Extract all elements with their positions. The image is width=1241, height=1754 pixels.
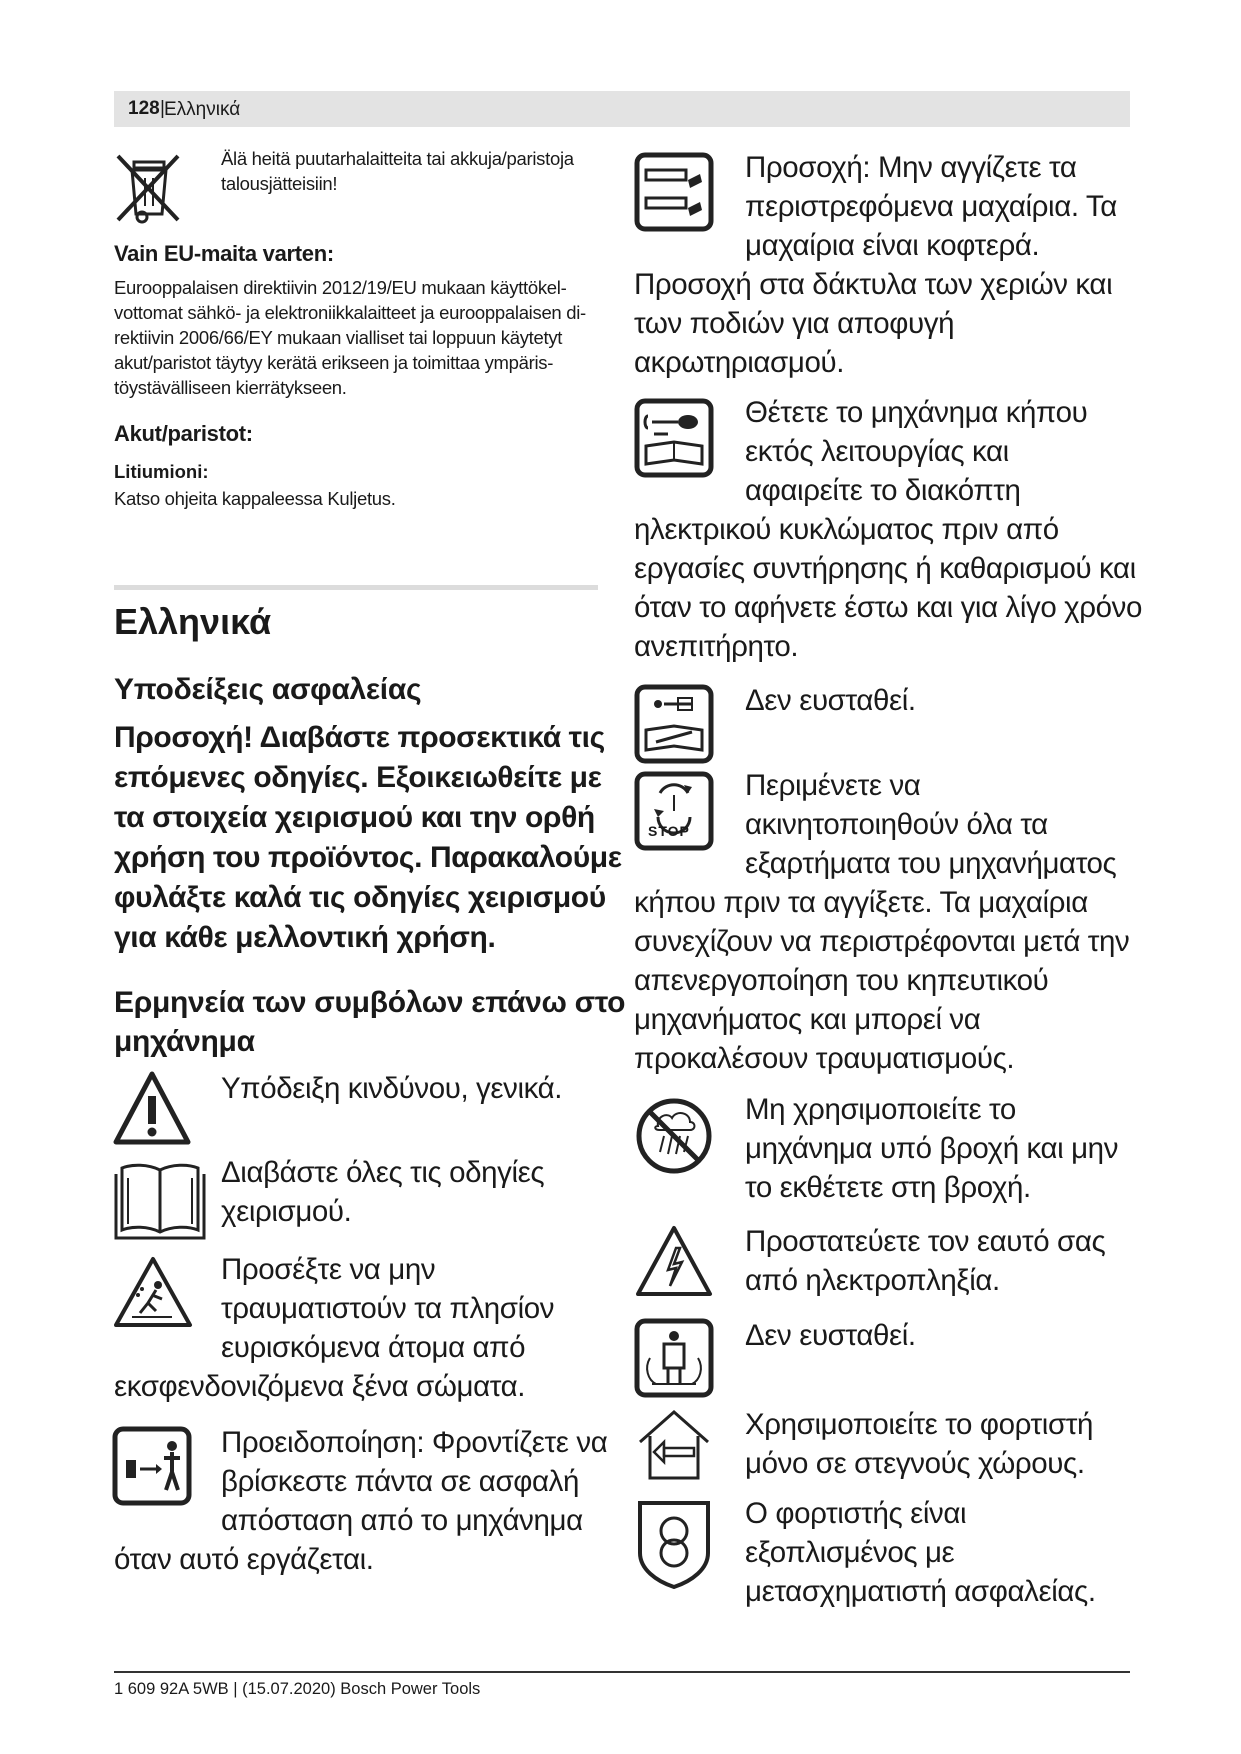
warning-line: φυλάξτε καλά τις οδηγίες χειρισμού bbox=[114, 881, 606, 914]
blades-line: περιστρεφόμενα μαχαίρια. Τα bbox=[745, 190, 1117, 223]
wait-line: συνεχίζουν να περιστρέφονται μετά την bbox=[634, 925, 1130, 958]
transformer-line: εξοπλισμένος με bbox=[745, 1536, 955, 1569]
not-valid-text-1: Δεν ευσταθεί. bbox=[745, 684, 916, 717]
shock-text bbox=[745, 1222, 1105, 1300]
crossed-bin-icon bbox=[112, 148, 186, 226]
symbol-bystanders-wrap: εκσφενδονιζόμενα ξένα σώματα. bbox=[114, 1370, 526, 1403]
switch-off-line: όταν το αφήνετε έστω και για λίγο χρόνο bbox=[634, 591, 1143, 624]
transformer-text bbox=[745, 1494, 1096, 1611]
switch-off-wrap bbox=[634, 510, 1142, 666]
switch-off-line: εκτός λειτουργίας και bbox=[745, 435, 1009, 468]
litium-heading: Litiumioni: bbox=[114, 461, 209, 482]
symbol-bystanders-line: ευρισκόμενα άτομα από bbox=[221, 1331, 526, 1364]
symbols-heading-line: μηχάνημα bbox=[114, 1025, 255, 1058]
wait-line: εξαρτήματα του μηχανήματος bbox=[745, 847, 1117, 880]
blades-line: ακρωτηριασμού. bbox=[634, 346, 844, 379]
warning-line: χρήση του προϊόντος. Παρακαλούμε bbox=[114, 841, 622, 874]
blades-line: μαχαίρια είναι κοφτερά. bbox=[745, 229, 1040, 262]
indoor-line: μόνο σε στεγνούς χώρους. bbox=[745, 1447, 1085, 1480]
warning-line: τα στοιχεία χειρισμού και την ορθή bbox=[114, 801, 595, 834]
warning-line: για κάθε μελλοντική χρήση. bbox=[114, 921, 496, 954]
weee-text-line: talousjätteisiin! bbox=[221, 173, 338, 194]
switch-off-line: ανεπιτήρητο. bbox=[634, 630, 799, 663]
operator-icon bbox=[634, 1318, 714, 1398]
symbol-distance-line: απόσταση από το μηχάνημα bbox=[221, 1504, 583, 1537]
wait-line: ακινητοποιηθούν όλα τα bbox=[745, 808, 1048, 841]
eu-text-line: vottomat sähkö- ja elektroniikkalaitteet ja eurooppalaisen di- bbox=[114, 302, 586, 323]
blades-wrap bbox=[634, 265, 1112, 382]
header-bar bbox=[114, 91, 1130, 127]
weee-text bbox=[221, 146, 574, 196]
rain-line: Μη χρησιμοποιείτε το bbox=[745, 1093, 1016, 1126]
akut-heading: Akut/paristot: bbox=[114, 421, 253, 446]
not-valid-text-2: Δεν ευσταθεί. bbox=[745, 1319, 916, 1352]
symbol-distance-text bbox=[221, 1423, 607, 1540]
eu-text-line: töystävälliseen kierrätykseen. bbox=[114, 377, 347, 398]
blades-text bbox=[745, 148, 1117, 265]
stop-label: STOP bbox=[648, 823, 690, 839]
header-language: Ελληνικά bbox=[164, 99, 241, 120]
switch-off-text bbox=[745, 393, 1087, 510]
warning-triangle-icon bbox=[112, 1068, 192, 1148]
page-number: 128 bbox=[128, 98, 160, 119]
symbol-read-line: χειρισμού. bbox=[221, 1195, 352, 1228]
warning-line: επόμενες οδηγίες. Εξοικειωθείτε με bbox=[114, 761, 602, 794]
symbols-heading-line: Ερμηνεία των συμβόλων επάνω στο bbox=[114, 986, 626, 1019]
indoor-text bbox=[745, 1405, 1093, 1483]
switch-off-line: αφαιρείτε το διακόπτη bbox=[745, 474, 1021, 507]
weee-text-line: Älä heitä puutarhalaitteita tai akkuja/paristoja bbox=[221, 148, 574, 169]
blades-line: Προσοχή στα δάκτυλα των χεριών και bbox=[634, 268, 1113, 301]
eu-text-line: akut/paristot täytyy kerätä erikseen ja toimittaa ympäris- bbox=[114, 352, 554, 373]
rain-line: μηχάνημα υπό βροχή και μην bbox=[745, 1132, 1119, 1165]
wait-line: μηχανήματος και μπορεί να bbox=[634, 1003, 981, 1036]
wait-line: απενεργοποίηση του κηπευτικού bbox=[634, 964, 1049, 997]
safety-heading: Υποδείξεις ασφαλείας bbox=[114, 673, 422, 706]
shock-line: από ηλεκτροπληξία. bbox=[745, 1264, 1000, 1297]
eu-text-line: Eurooppalaisen direktiivin 2012/19/EU mukaan käyttökel- bbox=[114, 277, 567, 298]
stop-wait-icon bbox=[634, 771, 714, 851]
symbol-bystanders-line: Προσέξτε να μην bbox=[221, 1253, 436, 1286]
litium-text: Katso ohjeita kappaleessa Kuljetus. bbox=[114, 488, 396, 509]
wait-line: προκαλέσουν τραυματισμούς. bbox=[634, 1042, 1015, 1075]
section-title: Ελληνικά bbox=[114, 601, 272, 642]
blades-line: Προσοχή: Μην αγγίζετε τα bbox=[745, 151, 1077, 184]
transformer-line: μετασχηματιστή ασφαλείας. bbox=[745, 1575, 1096, 1608]
wait-line: κήπου πριν τα αγγίξετε. Τα μαχαίρια bbox=[634, 886, 1088, 919]
switch-off-line: ηλεκτρικού κυκλώματος πριν από bbox=[634, 513, 1059, 546]
manual-plug-icon bbox=[634, 684, 714, 764]
rain-line: το εκθέτετε στη βροχή. bbox=[745, 1171, 1031, 1204]
switch-off-line: εργασίες συντήρησης ή καθαρισμού και bbox=[634, 552, 1136, 585]
blades-line: των ποδιών για αποφυγή bbox=[634, 307, 955, 340]
thrown-objects-icon bbox=[112, 1255, 194, 1329]
section-divider bbox=[114, 585, 598, 590]
rotating-blades-icon bbox=[634, 152, 714, 232]
electric-shock-icon bbox=[634, 1224, 714, 1298]
symbol-distance-line: Προειδοποίηση: Φροντίζετε να bbox=[221, 1426, 608, 1459]
read-manual-icon bbox=[112, 1158, 208, 1244]
remove-key-icon bbox=[634, 398, 714, 478]
wait-wrap bbox=[634, 883, 1129, 1078]
safety-transformer-icon bbox=[634, 1497, 714, 1589]
indoor-line: Χρησιμοποιείτε το φορτιστή bbox=[745, 1408, 1094, 1441]
eu-text-line: rektiivin 2006/66/EY mukaan vialliset tai loppuun käytetyt bbox=[114, 327, 563, 348]
symbol-distance-wrap: όταν αυτό εργάζεται. bbox=[114, 1543, 374, 1576]
eu-text bbox=[114, 275, 586, 400]
warning-line: Προσοχή! Διαβάστε προσεκτικά τις bbox=[114, 721, 605, 754]
footer-rule bbox=[114, 1671, 1130, 1673]
rain-text bbox=[745, 1090, 1118, 1207]
header-separator: | bbox=[160, 98, 165, 119]
wait-text bbox=[745, 766, 1116, 883]
symbol-distance-line: βρίσκεστε πάντα σε ασφαλή bbox=[221, 1465, 580, 1498]
symbol-read-text bbox=[221, 1153, 544, 1231]
wait-line: Περιμένετε να bbox=[745, 769, 921, 802]
symbol-danger-text: Υπόδειξη κινδύνου, γενικά. bbox=[221, 1072, 563, 1105]
eu-heading: Vain EU-maita varten: bbox=[114, 241, 334, 266]
symbol-read-line: Διαβάστε όλες τις οδηγίες bbox=[221, 1156, 545, 1189]
switch-off-line: Θέτετε το μηχάνημα κήπου bbox=[745, 396, 1088, 429]
indoor-use-icon bbox=[634, 1408, 714, 1482]
symbol-bystanders-text bbox=[221, 1250, 554, 1367]
transformer-line: Ο φορτιστής είναι bbox=[745, 1497, 967, 1530]
safe-distance-icon bbox=[112, 1426, 192, 1506]
footer-text: 1 609 92A 5WB | (15.07.2020) Bosch Power Tools bbox=[114, 1680, 481, 1698]
symbol-bystanders-line: τραυματιστούν τα πλησίον bbox=[221, 1292, 555, 1325]
shock-line: Προστατεύετε τον εαυτό σας bbox=[745, 1225, 1106, 1258]
symbols-heading bbox=[114, 983, 625, 1061]
warning-text bbox=[114, 718, 622, 958]
no-rain-icon bbox=[634, 1096, 714, 1176]
